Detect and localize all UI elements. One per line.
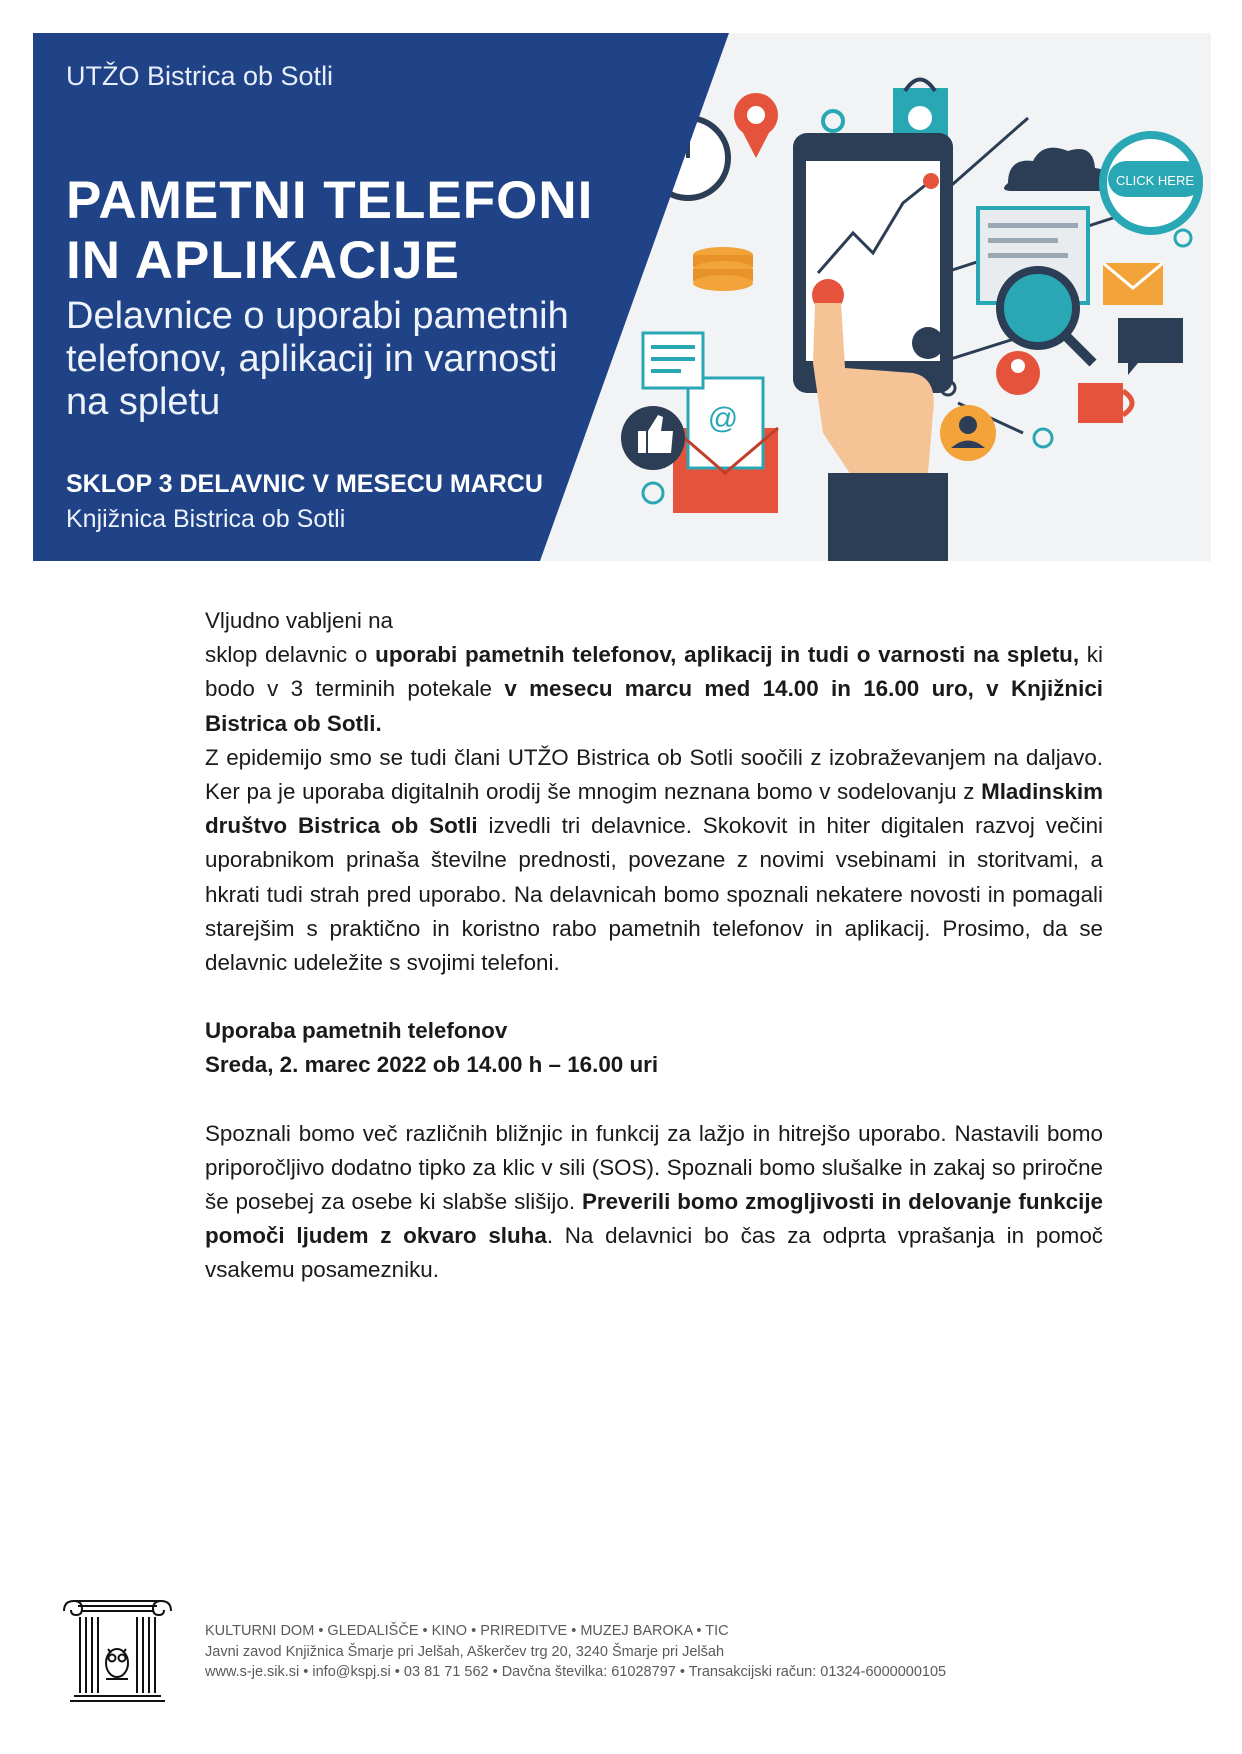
banner-title xyxy=(66,171,593,291)
workshop-title: Uporaba pametnih telefonov xyxy=(205,1018,508,1044)
subtitle-line-2: telefonov, aplikacij in varnosti xyxy=(66,338,558,380)
venue-name: Knjižnica Bistrica ob Sotli xyxy=(66,505,346,533)
header-banner xyxy=(33,33,1211,561)
title-line-2: IN APLIKACIJE xyxy=(66,231,460,290)
owl-pillar-logo-icon xyxy=(60,1597,175,1703)
invitation-greeting: Vljudno vabljeni na xyxy=(205,608,393,633)
intro-paragraph-1: sklop delavnic o uporabi pametnih telefonov, aplikacij in tudi o varnosti na spletu, ki bodo v 3 terminih potekale v mesecu marcu med 14.00 in 16.00 uro, v Knjižnici Bistrica ob Sotli. xyxy=(205,642,1103,736)
svg-text:@: @ xyxy=(707,402,739,435)
invitation-body xyxy=(205,604,1103,1288)
footer-info xyxy=(205,1621,946,1683)
banner-subtitle xyxy=(66,295,666,424)
footer-line-1: KULTURNI DOM • GLEDALIŠČE • KINO • PRIREDITVE • MUZEJ BAROKA • TIC xyxy=(205,1623,729,1639)
banner-text xyxy=(66,33,686,561)
subtitle-line-3: na spletu xyxy=(66,381,221,423)
intro-paragraph-2: Z epidemijo smo se tudi člani UTŽO Bistrica ob Sotli soočili z izobraževanjem na daljavo. Ker pa je uporaba digitalnih orodij še mnogim neznana bomo v sodelovanju z Mladinskim društvo Bistrica ob Sotli izvedli tri delavnice. Skokovit in hiter digitalen razvoj večini uporabnikom prinaša številne prednosti, povezane z novimi vsebinami in storitvami, a hkrati tudi strah pred uporabo. Na delavnicah bomo spoznali nekatere novosti in pomagali starejšim s praktično in koristno rabo pametnih telefonov in aplikacij. Prosimo, da se delavnic udeležite s svojimi telefoni. xyxy=(205,744,1103,976)
footer-line-3: www.s-je.sik.si • info@kspj.si • 03 81 71 562 • Davčna številka: 61028797 • Transakcijski račun: 01324-6000000105 xyxy=(205,1664,947,1680)
workshop-series: SKLOP 3 DELAVNIC V MESECU MARCU xyxy=(66,470,543,498)
subtitle-line-1: Delavnice o uporabi pametnih xyxy=(66,295,569,337)
workshop-description: Spoznali bomo več različnih bližnjic in funkcij za lažjo in hitrejšo uporabo. Nastavili bomo priporočljivo dodatno tipko za klic v sili (SOS). Spoznali bomo slušalke in zakaj so priročne še posebej za osebe ki slabše slišijo. Preverili bomo zmogljivosti in delovanje funkcije pomoči ljudem z okvaro sluha. Na delavnici bo čas za odprta vprašanja in pomoč vsakemu posamezniku. xyxy=(205,1120,1103,1283)
workshop-date: Sreda, 2. marec 2022 ob 14.00 h – 16.00 uri xyxy=(205,1052,659,1078)
title-line-1: PAMETNI TELEFONI xyxy=(66,171,594,230)
click-here-text: CLICK HERE xyxy=(1115,173,1195,188)
organization-name: UTŽO Bistrica ob Sotli xyxy=(66,61,334,91)
footer-line-2: Javni zavod Knjižnica Šmarje pri Jelšah, Aškerčev trg 20, 3240 Šmarje pri Jelšah xyxy=(205,1643,725,1660)
